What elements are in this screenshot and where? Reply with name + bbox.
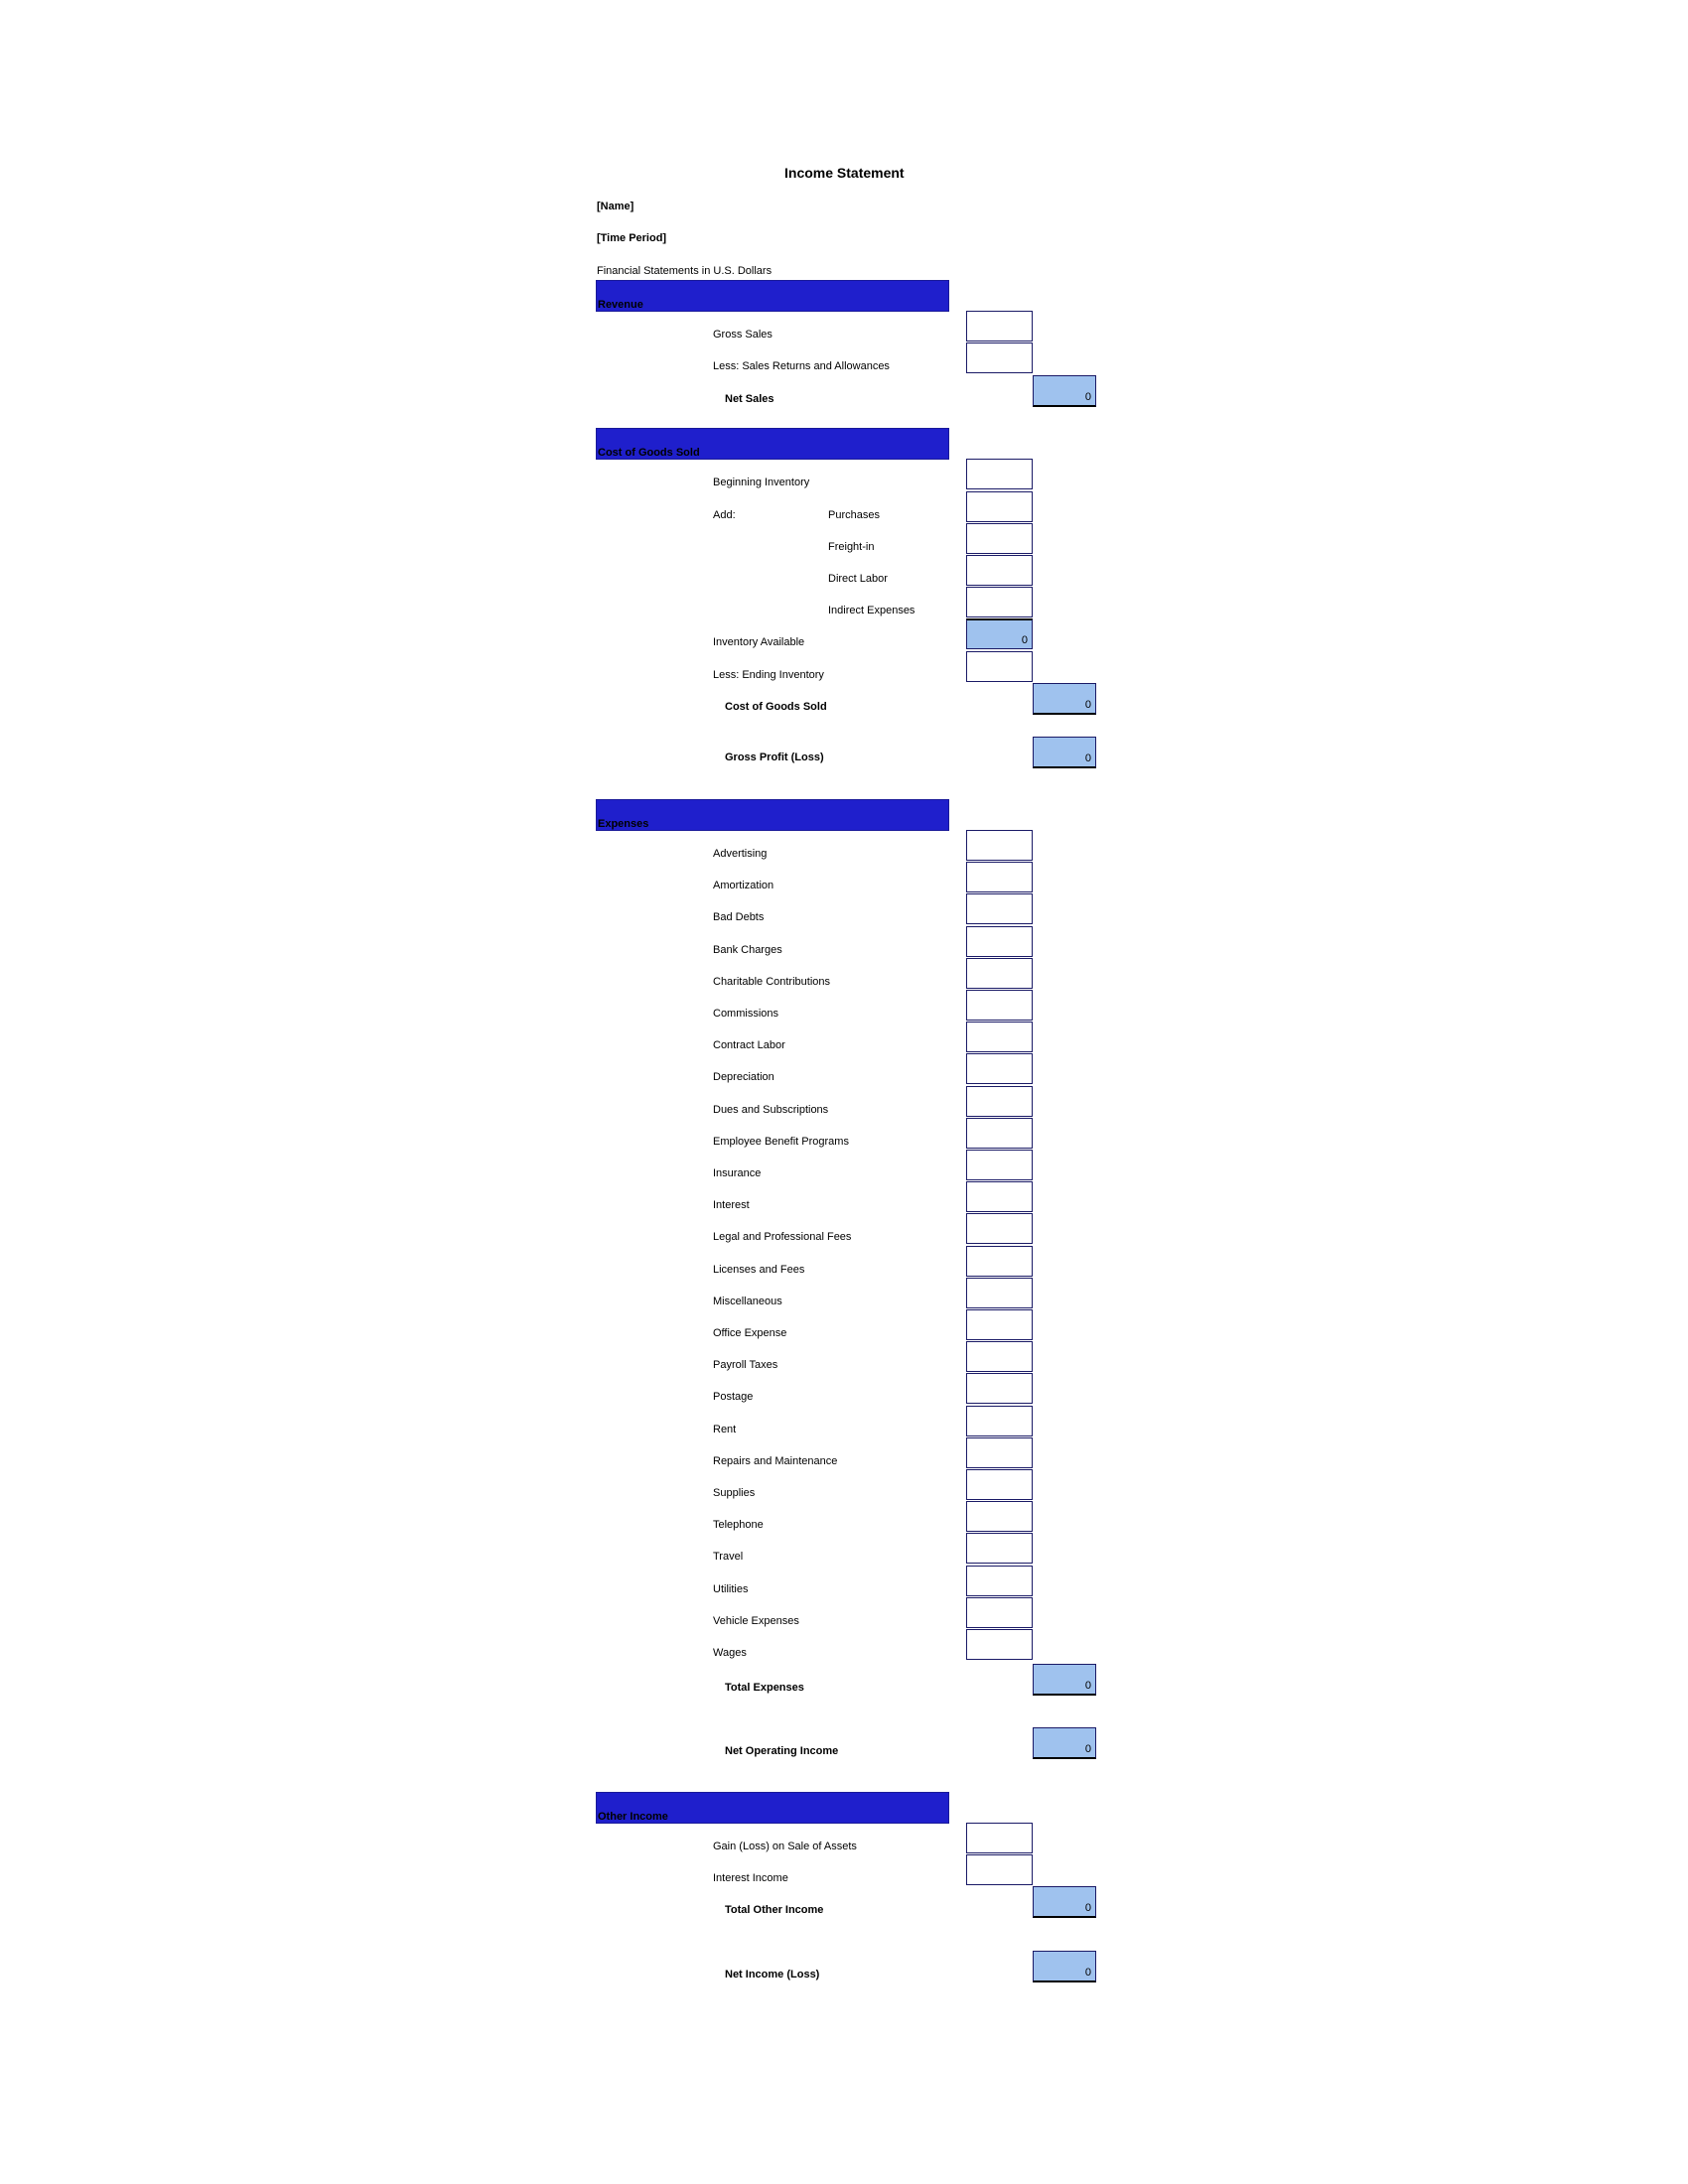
input-expense-item[interactable] — [966, 830, 1033, 861]
label-expense-item: Office Expense — [713, 1327, 787, 1339]
input-indirect-expenses[interactable] — [966, 587, 1033, 617]
input-expense-item[interactable] — [966, 1213, 1033, 1244]
label-expense-item: Utilities — [713, 1583, 749, 1595]
input-expense-item[interactable] — [966, 1022, 1033, 1052]
label-expense-item: Insurance — [713, 1167, 762, 1179]
label-expense-item: Amortization — [713, 880, 774, 891]
section-header-revenue — [596, 280, 949, 312]
label-expense-item: Bank Charges — [713, 944, 782, 956]
label-expense-item: Advertising — [713, 848, 768, 860]
label-expense-item: Contract Labor — [713, 1039, 785, 1051]
label-freight-in: Freight-in — [828, 541, 875, 553]
input-interest-income[interactable] — [966, 1854, 1033, 1885]
input-expense-item[interactable] — [966, 1118, 1033, 1149]
input-expense-item[interactable] — [966, 1566, 1033, 1596]
label-net-operating-income: Net Operating Income — [725, 1745, 839, 1757]
label-net-income: Net Income (Loss) — [725, 1969, 820, 1980]
value-net-sales: 0 — [1084, 391, 1091, 403]
input-expense-item[interactable] — [966, 1181, 1033, 1212]
label-expense-item: Dues and Subscriptions — [713, 1104, 829, 1116]
input-sales-returns[interactable] — [966, 342, 1033, 373]
label-gross-sales: Gross Sales — [713, 329, 773, 341]
label-expense-item: Repairs and Maintenance — [713, 1455, 838, 1467]
input-expense-item[interactable] — [966, 958, 1033, 989]
section-header-other-income — [596, 1792, 949, 1824]
label-expense-item: Miscellaneous — [713, 1296, 782, 1307]
section-label: Revenue — [598, 299, 643, 311]
label-gross-profit: Gross Profit (Loss) — [725, 751, 824, 763]
label-inventory-available: Inventory Available — [713, 636, 805, 648]
input-expense-item[interactable] — [966, 1086, 1033, 1117]
input-expense-item[interactable] — [966, 1278, 1033, 1308]
section-label: Expenses — [598, 818, 649, 830]
label-add: Add: — [713, 509, 736, 521]
input-gain-loss-assets[interactable] — [966, 1823, 1033, 1853]
input-expense-item[interactable] — [966, 926, 1033, 957]
input-direct-labor[interactable] — [966, 555, 1033, 586]
label-purchases: Purchases — [828, 509, 880, 521]
label-expense-item: Commissions — [713, 1008, 779, 1020]
label-expense-item: Interest — [713, 1199, 750, 1211]
page-title: Income Statement — [784, 165, 905, 181]
label-expense-item: Postage — [713, 1391, 754, 1403]
label-expense-item: Supplies — [713, 1487, 756, 1499]
total-other-income — [1033, 1886, 1096, 1918]
input-expense-item[interactable] — [966, 1406, 1033, 1436]
label-sales-returns: Less: Sales Returns and Allowances — [713, 360, 890, 372]
input-expense-item[interactable] — [966, 1437, 1033, 1468]
input-expense-item[interactable] — [966, 1629, 1033, 1660]
label-interest-income: Interest Income — [713, 1872, 788, 1884]
label-direct-labor: Direct Labor — [828, 573, 888, 585]
section-header-expenses — [596, 799, 949, 831]
subtotal-inventory-available — [966, 618, 1033, 649]
label-expense-item: Payroll Taxes — [713, 1359, 778, 1371]
input-expense-item[interactable] — [966, 1246, 1033, 1277]
input-gross-sales[interactable] — [966, 311, 1033, 341]
label-expense-item: Vehicle Expenses — [713, 1615, 799, 1627]
currency-note: Financial Statements in U.S. Dollars — [597, 265, 773, 277]
label-expense-item: Depreciation — [713, 1071, 774, 1083]
input-ending-inventory[interactable] — [966, 651, 1033, 682]
total-gross-profit — [1033, 737, 1096, 768]
value-cogs: 0 — [1084, 699, 1091, 711]
total-expenses — [1033, 1664, 1096, 1696]
input-expense-item[interactable] — [966, 893, 1033, 924]
input-expense-item[interactable] — [966, 990, 1033, 1021]
value-total-other-income: 0 — [1084, 1902, 1091, 1914]
total-net-operating-income — [1033, 1727, 1096, 1759]
label-expense-item: Telephone — [713, 1519, 764, 1531]
input-expense-item[interactable] — [966, 1150, 1033, 1180]
input-expense-item[interactable] — [966, 1053, 1033, 1084]
label-cogs-total: Cost of Goods Sold — [725, 701, 827, 713]
label-expense-item: Travel — [713, 1551, 744, 1563]
label-expense-item: Wages — [713, 1647, 747, 1659]
label-expense-item: Charitable Contributions — [713, 976, 831, 988]
total-cogs — [1033, 683, 1096, 715]
label-total-expenses: Total Expenses — [725, 1682, 804, 1694]
section-header-cogs — [596, 428, 949, 460]
label-total-other-income: Total Other Income — [725, 1904, 824, 1916]
label-expense-item: Employee Benefit Programs — [713, 1136, 849, 1148]
section-label: Other Income — [598, 1811, 668, 1823]
name-placeholder: [Name] — [597, 201, 634, 212]
value-inventory-available: 0 — [1021, 634, 1028, 646]
input-expense-item[interactable] — [966, 1597, 1033, 1628]
label-expense-item: Licenses and Fees — [713, 1264, 805, 1276]
input-expense-item[interactable] — [966, 1501, 1033, 1532]
input-purchases[interactable] — [966, 491, 1033, 522]
input-expense-item[interactable] — [966, 862, 1033, 892]
section-label: Cost of Goods Sold — [598, 447, 700, 459]
value-total-expenses: 0 — [1084, 1680, 1091, 1692]
input-beginning-inventory[interactable] — [966, 459, 1033, 489]
label-net-sales: Net Sales — [725, 393, 774, 405]
label-beginning-inventory: Beginning Inventory — [713, 477, 810, 488]
input-freight-in[interactable] — [966, 523, 1033, 554]
total-net-sales — [1033, 375, 1096, 407]
value-gross-profit: 0 — [1084, 752, 1091, 764]
input-expense-item[interactable] — [966, 1309, 1033, 1340]
input-expense-item[interactable] — [966, 1533, 1033, 1564]
input-expense-item[interactable] — [966, 1469, 1033, 1500]
label-indirect-expenses: Indirect Expenses — [828, 605, 915, 616]
input-expense-item[interactable] — [966, 1373, 1033, 1404]
value-net-operating-income: 0 — [1084, 1743, 1091, 1755]
label-gain-loss-assets: Gain (Loss) on Sale of Assets — [713, 1841, 857, 1852]
label-ending-inventory: Less: Ending Inventory — [713, 669, 824, 681]
value-net-income: 0 — [1084, 1967, 1091, 1979]
time-period-placeholder: [Time Period] — [597, 232, 667, 244]
input-expense-item[interactable] — [966, 1341, 1033, 1372]
label-expense-item: Rent — [713, 1424, 737, 1435]
label-expense-item: Bad Debts — [713, 911, 765, 923]
label-expense-item: Legal and Professional Fees — [713, 1231, 852, 1243]
total-net-income — [1033, 1951, 1096, 1982]
